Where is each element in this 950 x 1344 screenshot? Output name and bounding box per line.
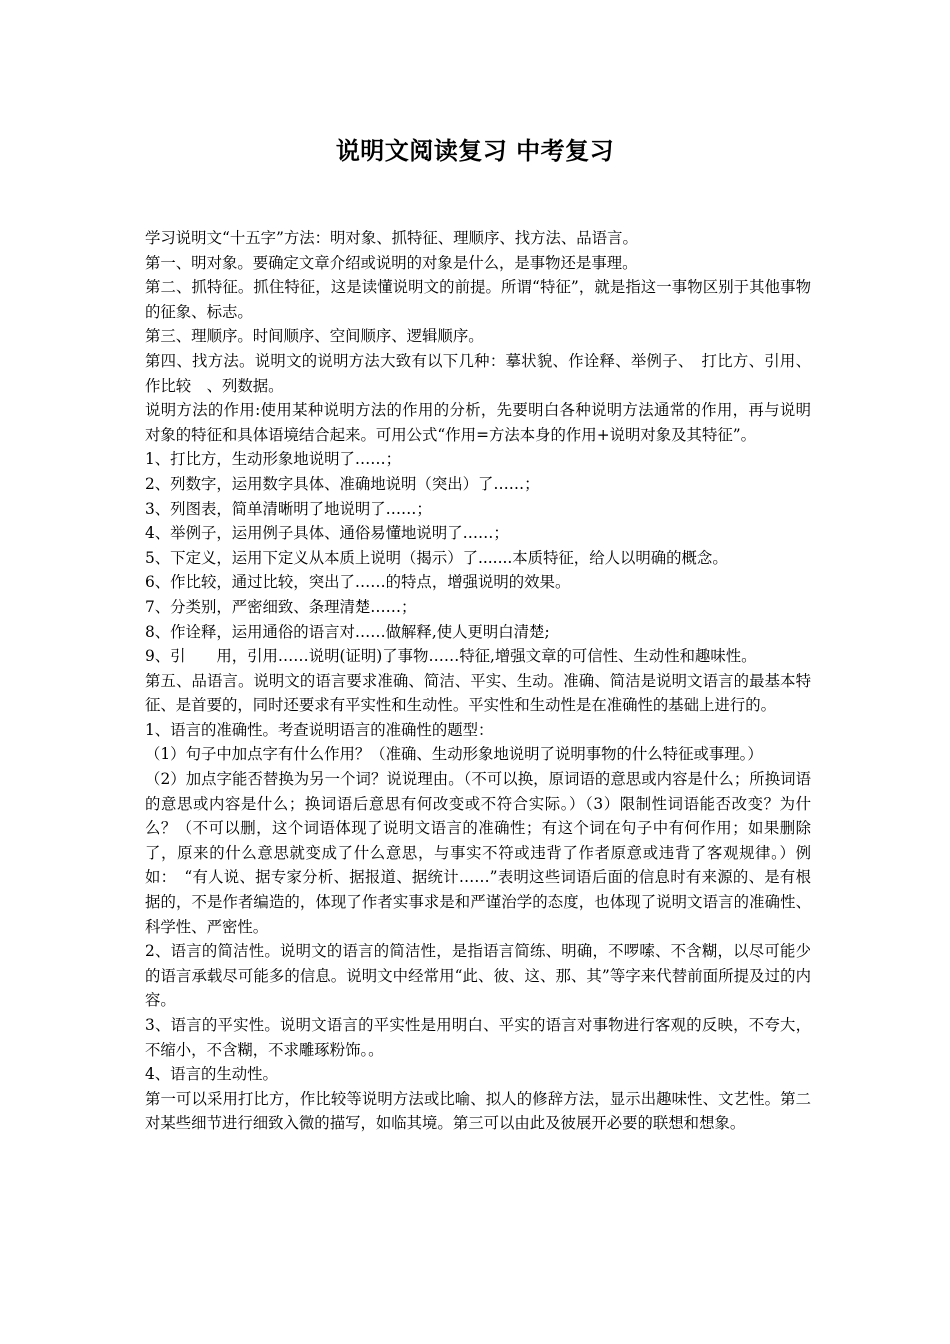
paragraph-intro: 学习说明文“十五字”方法：明对象、抓特征、理顺序、找方法、品语言。 xyxy=(145,229,638,247)
list-item-method-1: 1、打比方，生动形象地说明了……； xyxy=(145,450,402,469)
paragraph-language-concise: 2、语言的简洁性。说明文的语言的简洁性，是指语言简练、明确，不啰嗦、不含糊，以尽可能少的语言承载尽可能多的信息。说明文中经常用“此、彼、这、那、其”等字来代替前面所提及过的内容。 xyxy=(145,942,811,1010)
paragraph-method-effect: 说明方法的作用:使用某种说明方法的作用的分析，先要明白各种说明方法通常的作用，再与说明对象的特征和具体语境结合起来。可用公式“作用=方法本身的作用+说明对象及其特征”。 xyxy=(145,401,811,444)
paragraph-question-2-3: （2）加点字能否替换为另一个词？说说理由。（不可以换，原词语的意思或内容是什么；所换词语的意思或内容是什么；换词语后意思有何改变或不符合实际。）（3）限制性词语能否改变？为什么？（不可以删，这个词语体现了说明文语言的准确性；有这个词在句子中有何作用；如果删除了，原来的什么意思就变成了什么意思，与事实不符或违背了作者原意或违背了客观规律。）例如： “有人说、据专家分析、据报道、据统计……”表明这些词语后面的信息时有来源的、是有根据的，不是作者编造的，体现了作者实事求是和严谨治学的态度，也体现了说明文语言的准确性、科学性、严密性。 xyxy=(145,770,811,936)
paragraph-step-2: 第二、抓特征。抓住特征，这是读懂说明文的前提。所谓“特征”，就是指这一事物区别于其他事物的征象、标志。 xyxy=(145,278,811,321)
paragraph-step-3: 第三、理顺序。时间顺序、空间顺序、逻辑顺序。 xyxy=(145,327,484,346)
paragraph-language-plain: 3、语言的平实性。说明文语言的平实性是用明白、平实的语言对事物进行客观的反映，不夸大，不缩小，不含糊，不求雕琢粉饰。。 xyxy=(145,1016,811,1059)
list-item-method-4: 4、举例子，运用例子具体、通俗易懂地说明了……； xyxy=(145,524,509,543)
list-item-method-8: 8、作诠释，运用通俗的语言对……做解释,使人更明白清楚; xyxy=(145,622,550,641)
paragraph-language-vivid: 4、语言的生动性。 xyxy=(145,1065,278,1084)
list-item-method-5: 5、下定义，运用下定义从本质上说明（揭示）了.......本质特征，给人以明确的概念。 xyxy=(145,548,728,567)
list-item-method-7: 7、分类别，严密细致、条理清楚……； xyxy=(145,597,417,616)
paragraph-step-4: 第四、找方法。说明文的说明方法大致有以下几种：摹状貌、作诠释、举例子、 打比方、引用、作比较 、列数据。 xyxy=(145,351,811,395)
document-title: 说明文阅读复习 中考复习 xyxy=(335,136,615,165)
paragraph-question-1: （1）句子中加点字有什么作用？（准确、生动形象地说明了说明事物的什么特征或事理。） xyxy=(145,745,763,764)
list-item-method-3: 3、列图表，简单清晰明了地说明了……； xyxy=(145,499,432,518)
list-item-method-9: 9、引 用，引用……说明(证明)了事物……特征,增强文章的可信性、生动性和趣味性。 xyxy=(145,647,757,666)
list-item-method-2: 2、列数字，运用数字具体、准确地说明（突出）了……； xyxy=(145,474,540,493)
list-item-method-6: 6、作比较，通过比较，突出了……的特点，增强说明的效果。 xyxy=(145,573,571,592)
paragraph-language-accuracy: 1、语言的准确性。考查说明语言的准确性的题型： xyxy=(145,720,494,739)
paragraph-step-1: 第一、明对象。要确定文章介绍或说明的对象是什么，是事物还是事理。 xyxy=(145,253,638,272)
document-body xyxy=(145,226,811,1136)
paragraph-step-5: 第五、品语言。说明文的语言要求准确、简洁、平实、生动。准确、简洁是说明文语言的最基本特征、是首要的，同时还要求有平实性和生动性。平实性和生动性是在准确性的基础上进行的。 xyxy=(145,671,811,715)
paragraph-language-vivid-detail: 第一可以采用打比方，作比较等说明方法或比喻、拟人的修辞方法，显示出趣味性、文艺性。第二对某些细节进行细致入微的描写，如临其境。第三可以由此及彼展开必要的联想和想象。 xyxy=(145,1089,811,1133)
